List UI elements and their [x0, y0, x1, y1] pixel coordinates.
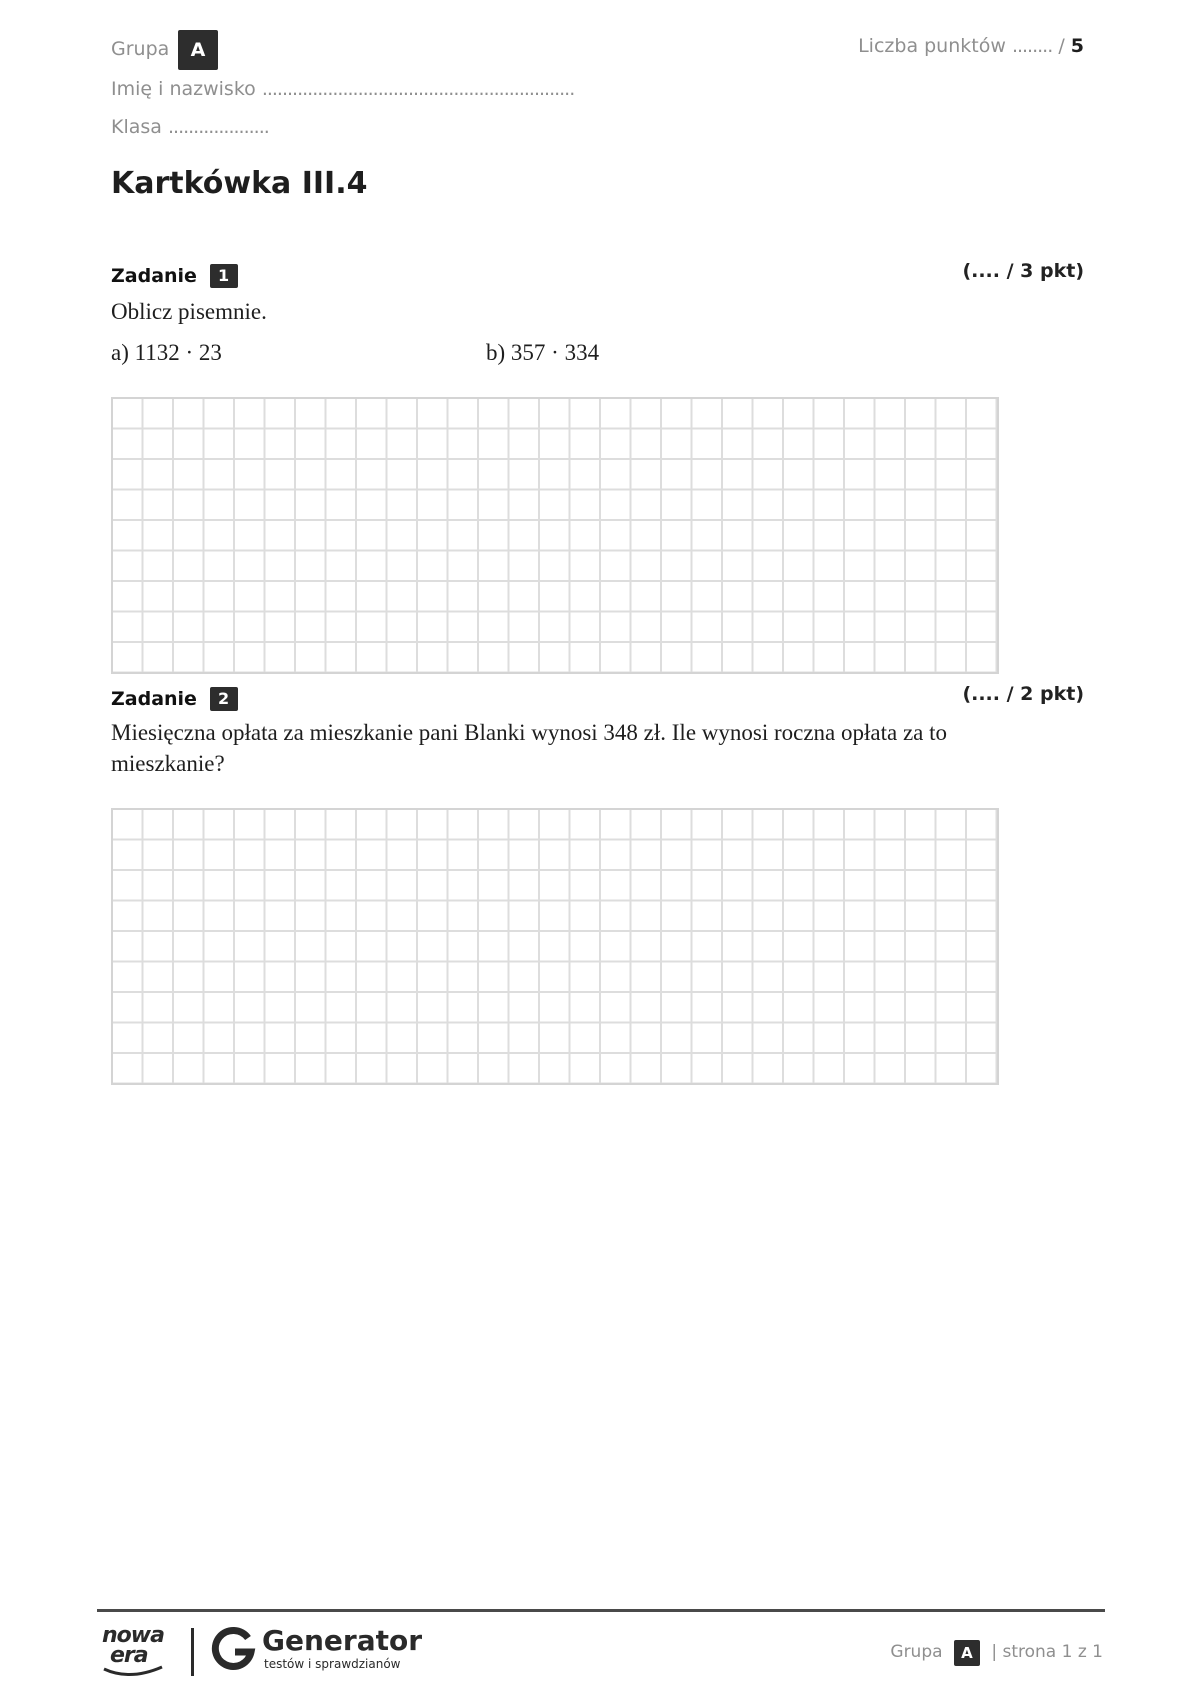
footer-divider: [191, 1628, 194, 1676]
task-2-heading: [111, 687, 238, 711]
footer-page-info: [890, 1640, 1103, 1666]
task-1-item-a: a) 1132 · 23: [111, 340, 222, 365]
task-2-text: Miesięczna opłata za mieszkanie pani Blanki wynosi 348 zł. Ile wynosi roczna opłata za to mieszkanie?: [111, 720, 948, 776]
footer-group-label: Grupa: [890, 1642, 943, 1662]
task-1-answer-grid[interactable]: [111, 397, 999, 674]
task-2-number: 2: [210, 687, 238, 711]
group-badge: A: [178, 30, 218, 70]
generator-title: Generator: [262, 1624, 423, 1657]
class-dots: ....................: [167, 116, 269, 138]
points-blank: ........: [1011, 35, 1053, 57]
logo-swoosh-icon: [100, 1665, 170, 1679]
task-1-heading: [111, 264, 238, 288]
footer-group-badge: A: [954, 1640, 980, 1666]
task-2-answer-grid[interactable]: [111, 808, 999, 1085]
class-label: Klasa: [111, 116, 162, 138]
task-1-points: (.... / 3 pkt): [962, 260, 1084, 282]
generator-subtitle: testów i sprawdzianów: [264, 1657, 401, 1671]
name-field[interactable]: [111, 78, 574, 100]
points-summary: [858, 35, 1084, 57]
name-dots: ..............................................................: [261, 78, 575, 100]
class-field[interactable]: [111, 116, 269, 138]
task-2-points: (.... / 2 pkt): [962, 683, 1084, 705]
task-1-number: 1: [210, 264, 238, 288]
points-sep: /: [1058, 35, 1065, 57]
generator-g-icon: [210, 1626, 258, 1674]
points-label: Liczba punktów: [858, 35, 1006, 57]
task-1-instruction: Oblicz pisemnie.: [111, 299, 267, 324]
points-total: 5: [1070, 35, 1084, 57]
logo-nowa: nowa: [102, 1623, 164, 1648]
page-title: Kartkówka III.4: [111, 166, 368, 201]
group-label: Grupa: [111, 38, 170, 60]
nowa-era-logo: [100, 1625, 180, 1679]
footer-page-text: | strona 1 z 1: [991, 1642, 1103, 1662]
footer-rule: [97, 1609, 1105, 1612]
name-label: Imię i nazwisko: [111, 78, 256, 100]
task-1-item-b: b) 357 · 334: [486, 340, 600, 365]
task-2-label: Zadanie: [111, 688, 197, 710]
task-1-label: Zadanie: [111, 265, 197, 287]
logo-era: era: [110, 1643, 148, 1668]
